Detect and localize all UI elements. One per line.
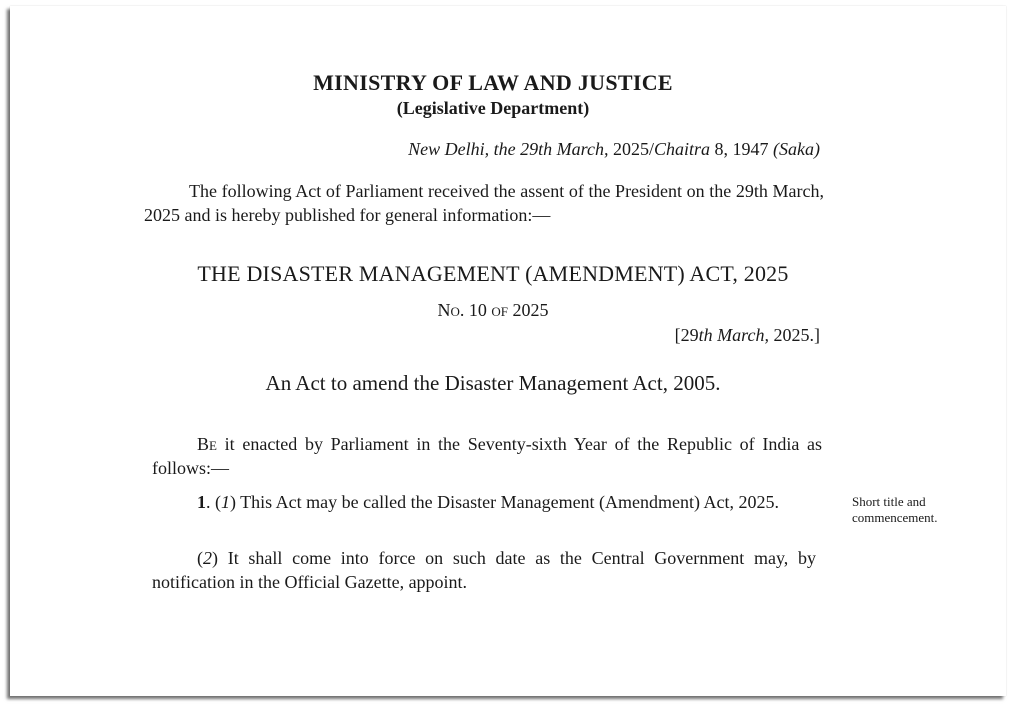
enacting-rest: it enacted by Parliament in the Seventy-sixth Year of the Republic of India as follows:— [152, 434, 822, 478]
subsection-1-number: 1 [221, 492, 230, 512]
marginal-note-line-2: commencement. [852, 510, 938, 525]
dateline-saka-month: Chaitra [654, 139, 711, 159]
act-long-title: An Act to amend the Disaster Management Act, 2005. [265, 371, 721, 395]
act-number-of: of [491, 300, 508, 320]
intro-paragraph: The following Act of Parliament received the assent of the President on the 29th March, 2025 and is hereby published for general information:— [144, 181, 824, 225]
subsection-2-close: ) [212, 548, 218, 568]
dateline [408, 139, 820, 160]
act-assent-date [675, 325, 820, 346]
act-date-open: [29 [674, 325, 699, 345]
subsection-1-open: . ( [206, 492, 221, 512]
dateline-year: 2025/ [608, 139, 654, 159]
act-number-prefix: No. [437, 300, 465, 320]
subsection-2-open: ( [197, 548, 203, 568]
section-1-subsection-1 [152, 490, 816, 514]
subsection-1-close: ) [230, 492, 236, 512]
act-number-year: 2025 [508, 300, 549, 320]
dateline-saka: (Saka) [773, 139, 820, 159]
subsection-1-text: This Act may be called the Disaster Management (Amendment) Act, 2025. [236, 492, 780, 512]
section-number: 1 [197, 492, 206, 512]
marginal-note-line-1: Short title and [852, 494, 926, 509]
subsection-2-number: 2 [203, 548, 212, 568]
enacting-first-word: Be [197, 434, 217, 454]
section-1-subsection-2 [152, 546, 816, 594]
dateline-saka-day-year: 8, 1947 [710, 139, 774, 159]
subsection-2-text: It shall come into force on such date as the Central Government may, by notification in the Official Gazette, appoint. [152, 548, 816, 592]
act-date-close: 2025.] [769, 325, 820, 345]
act-title: THE DISASTER MANAGEMENT (AMENDMENT) ACT, 2025 [197, 261, 789, 286]
act-number-value: 10 [464, 300, 492, 320]
act-date-italic: th March, [698, 325, 769, 345]
act-number [10, 300, 976, 321]
dateline-place-date: New Delhi, the 29th March, [408, 139, 609, 159]
enacting-clause [152, 432, 822, 480]
gazette-page [10, 6, 1006, 696]
department-subheading: (Legislative Department) [396, 98, 590, 118]
marginal-note [852, 494, 972, 526]
ministry-heading: MINISTRY OF LAW AND JUSTICE [313, 70, 673, 95]
